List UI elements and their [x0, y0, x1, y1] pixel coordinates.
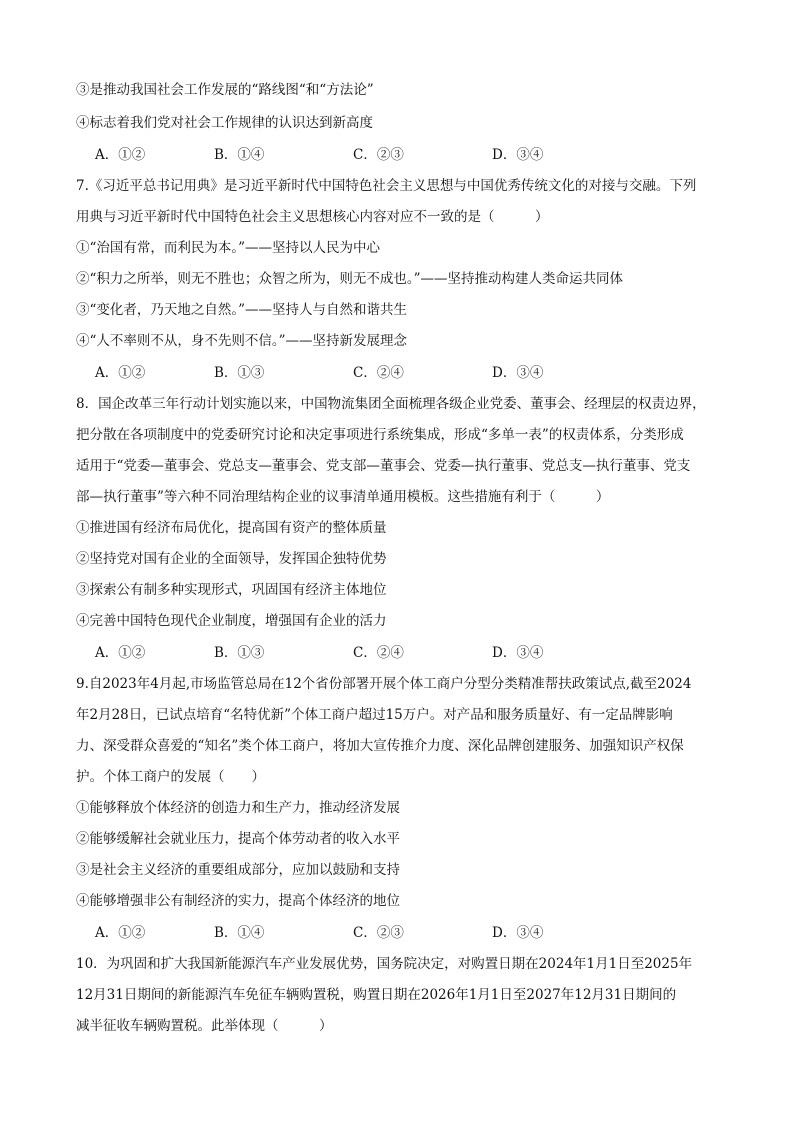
q9-statement-2: ②能够缓解社会就业压力，提高个体劳动者的收入水平: [76, 831, 400, 847]
q8-statement-3: ③探索公有制多种实现形式，巩固国有经济主体地位: [76, 582, 387, 598]
q9-option-d[interactable]: D．③④: [492, 925, 544, 941]
q6-option-b[interactable]: B．①④: [214, 147, 265, 163]
q9-stem-line-1: 9.自2023年4月起,市场监管总局在12个省份部署开展个体工商户分型分类精准帮扶政策试点,截至2024: [76, 676, 692, 692]
q9-statement-4: ④能够增强非公有制经济的实力，提高个体经济的地位: [76, 893, 400, 909]
q7-stem-line-2: 用典与习近平新时代中国特色社会主义思想核心内容对应不一致的是（ ）: [76, 209, 549, 225]
q8-stem-line-4: 部—执行董事”等六种不同治理结构企业的议事清单通用模板。这些措施有利于（ ）: [76, 489, 610, 505]
q9-stem-line-4: 护。个体工商户的发展（ ）: [76, 769, 265, 785]
q6-statement-4: ④标志着我们党对社会工作规律的认识达到新高度: [76, 115, 373, 131]
q8-option-c[interactable]: C．②④: [353, 645, 404, 661]
q8-stem-line-3: 适用于“党委—董事会、党总支—董事会、党支部—董事会、党委—执行董事、党总支—执行董事、党支: [76, 458, 691, 474]
q7-statement-1: ①“治国有常，而利民为本。”——坚持以人民为中心: [76, 240, 381, 256]
q8-option-b[interactable]: B．①③: [214, 645, 265, 661]
q9-statement-1: ①能够释放个体经济的创造力和生产力，推动经济发展: [76, 800, 400, 816]
q6-option-a[interactable]: A．①②: [95, 147, 146, 163]
q10-stem-line-1: 10．为巩固和扩大我国新能源汽车产业发展优势，国务院决定，对购置日期在2024年1月1日至2025年: [76, 956, 693, 972]
q9-stem-line-2: 年2月28日，已试点培育“名特优新”个体工商户超过15万户。对产品和服务质量好、有一定品牌影响: [76, 707, 673, 723]
q9-statement-3: ③是社会主义经济的重要组成部分，应加以鼓励和支持: [76, 862, 400, 878]
q7-statement-4: ④“人不率则不从，身不先则不信。”——坚持新发展理念: [76, 333, 408, 349]
q7-option-b[interactable]: B．①③: [214, 365, 265, 381]
q8-option-d[interactable]: D．③④: [492, 645, 544, 661]
q8-statement-1: ①推进国有经济布局优化，提高国有资产的整体质量: [76, 520, 387, 536]
q7-stem-line-1: 7.《习近平总书记用典》是习近平新时代中国特色社会主义思想与中国优秀传统文化的对接与交融。下列: [76, 178, 697, 194]
q8-stem-line-2: 把分散在各项制度中的党委研究讨论和决定事项进行系统集成，形成“多单一表”的权责体系，分类形成: [76, 427, 684, 443]
q7-option-a[interactable]: A．①②: [95, 365, 146, 381]
q7-option-d[interactable]: D．③④: [492, 365, 544, 381]
q9-option-a[interactable]: A．①②: [95, 925, 146, 941]
q8-stem-line-1: 8．国企改革三年行动计划实施以来，中国物流集团全面梳理各级企业党委、董事会、经理层的权责边界，: [76, 396, 706, 412]
q6-option-d[interactable]: D．③④: [492, 147, 544, 163]
q10-stem-line-2: 12月31日期间的新能源汽车免征车辆购置税，购置日期在2026年1月1日至2027年12月31日期间的: [76, 987, 677, 1003]
q8-statement-2: ②坚持党对国有企业的全面领导，发挥国企独特优势: [76, 551, 387, 567]
q8-option-a[interactable]: A．①②: [95, 645, 146, 661]
q8-statement-4: ④完善中国特色现代企业制度，增强国有企业的活力: [76, 613, 387, 629]
q9-option-b[interactable]: B．①④: [214, 925, 265, 941]
q9-option-c[interactable]: C．②③: [353, 925, 404, 941]
q7-statement-3: ③“变化者，乃天地之自然。”——坚持人与自然和谐共生: [76, 302, 408, 318]
q7-option-c[interactable]: C．②④: [353, 365, 404, 381]
q9-stem-line-3: 力、深受群众喜爱的“知名”类个体工商户，将加大宣传推介力度、深化品牌创建服务、加强知识产权保: [76, 738, 684, 754]
q10-stem-line-3: 减半征收车辆购置税。此举体现（ ）: [76, 1018, 333, 1034]
q6-statement-3: ③是推动我国社会工作发展的“路线图“和“方法论”: [76, 82, 374, 98]
q7-statement-2: ②“积力之所举，则无不胜也；众智之所为，则无不成也。”——坚持推动构建人类命运共同体: [76, 271, 624, 287]
q6-option-c[interactable]: C．②③: [353, 147, 404, 163]
